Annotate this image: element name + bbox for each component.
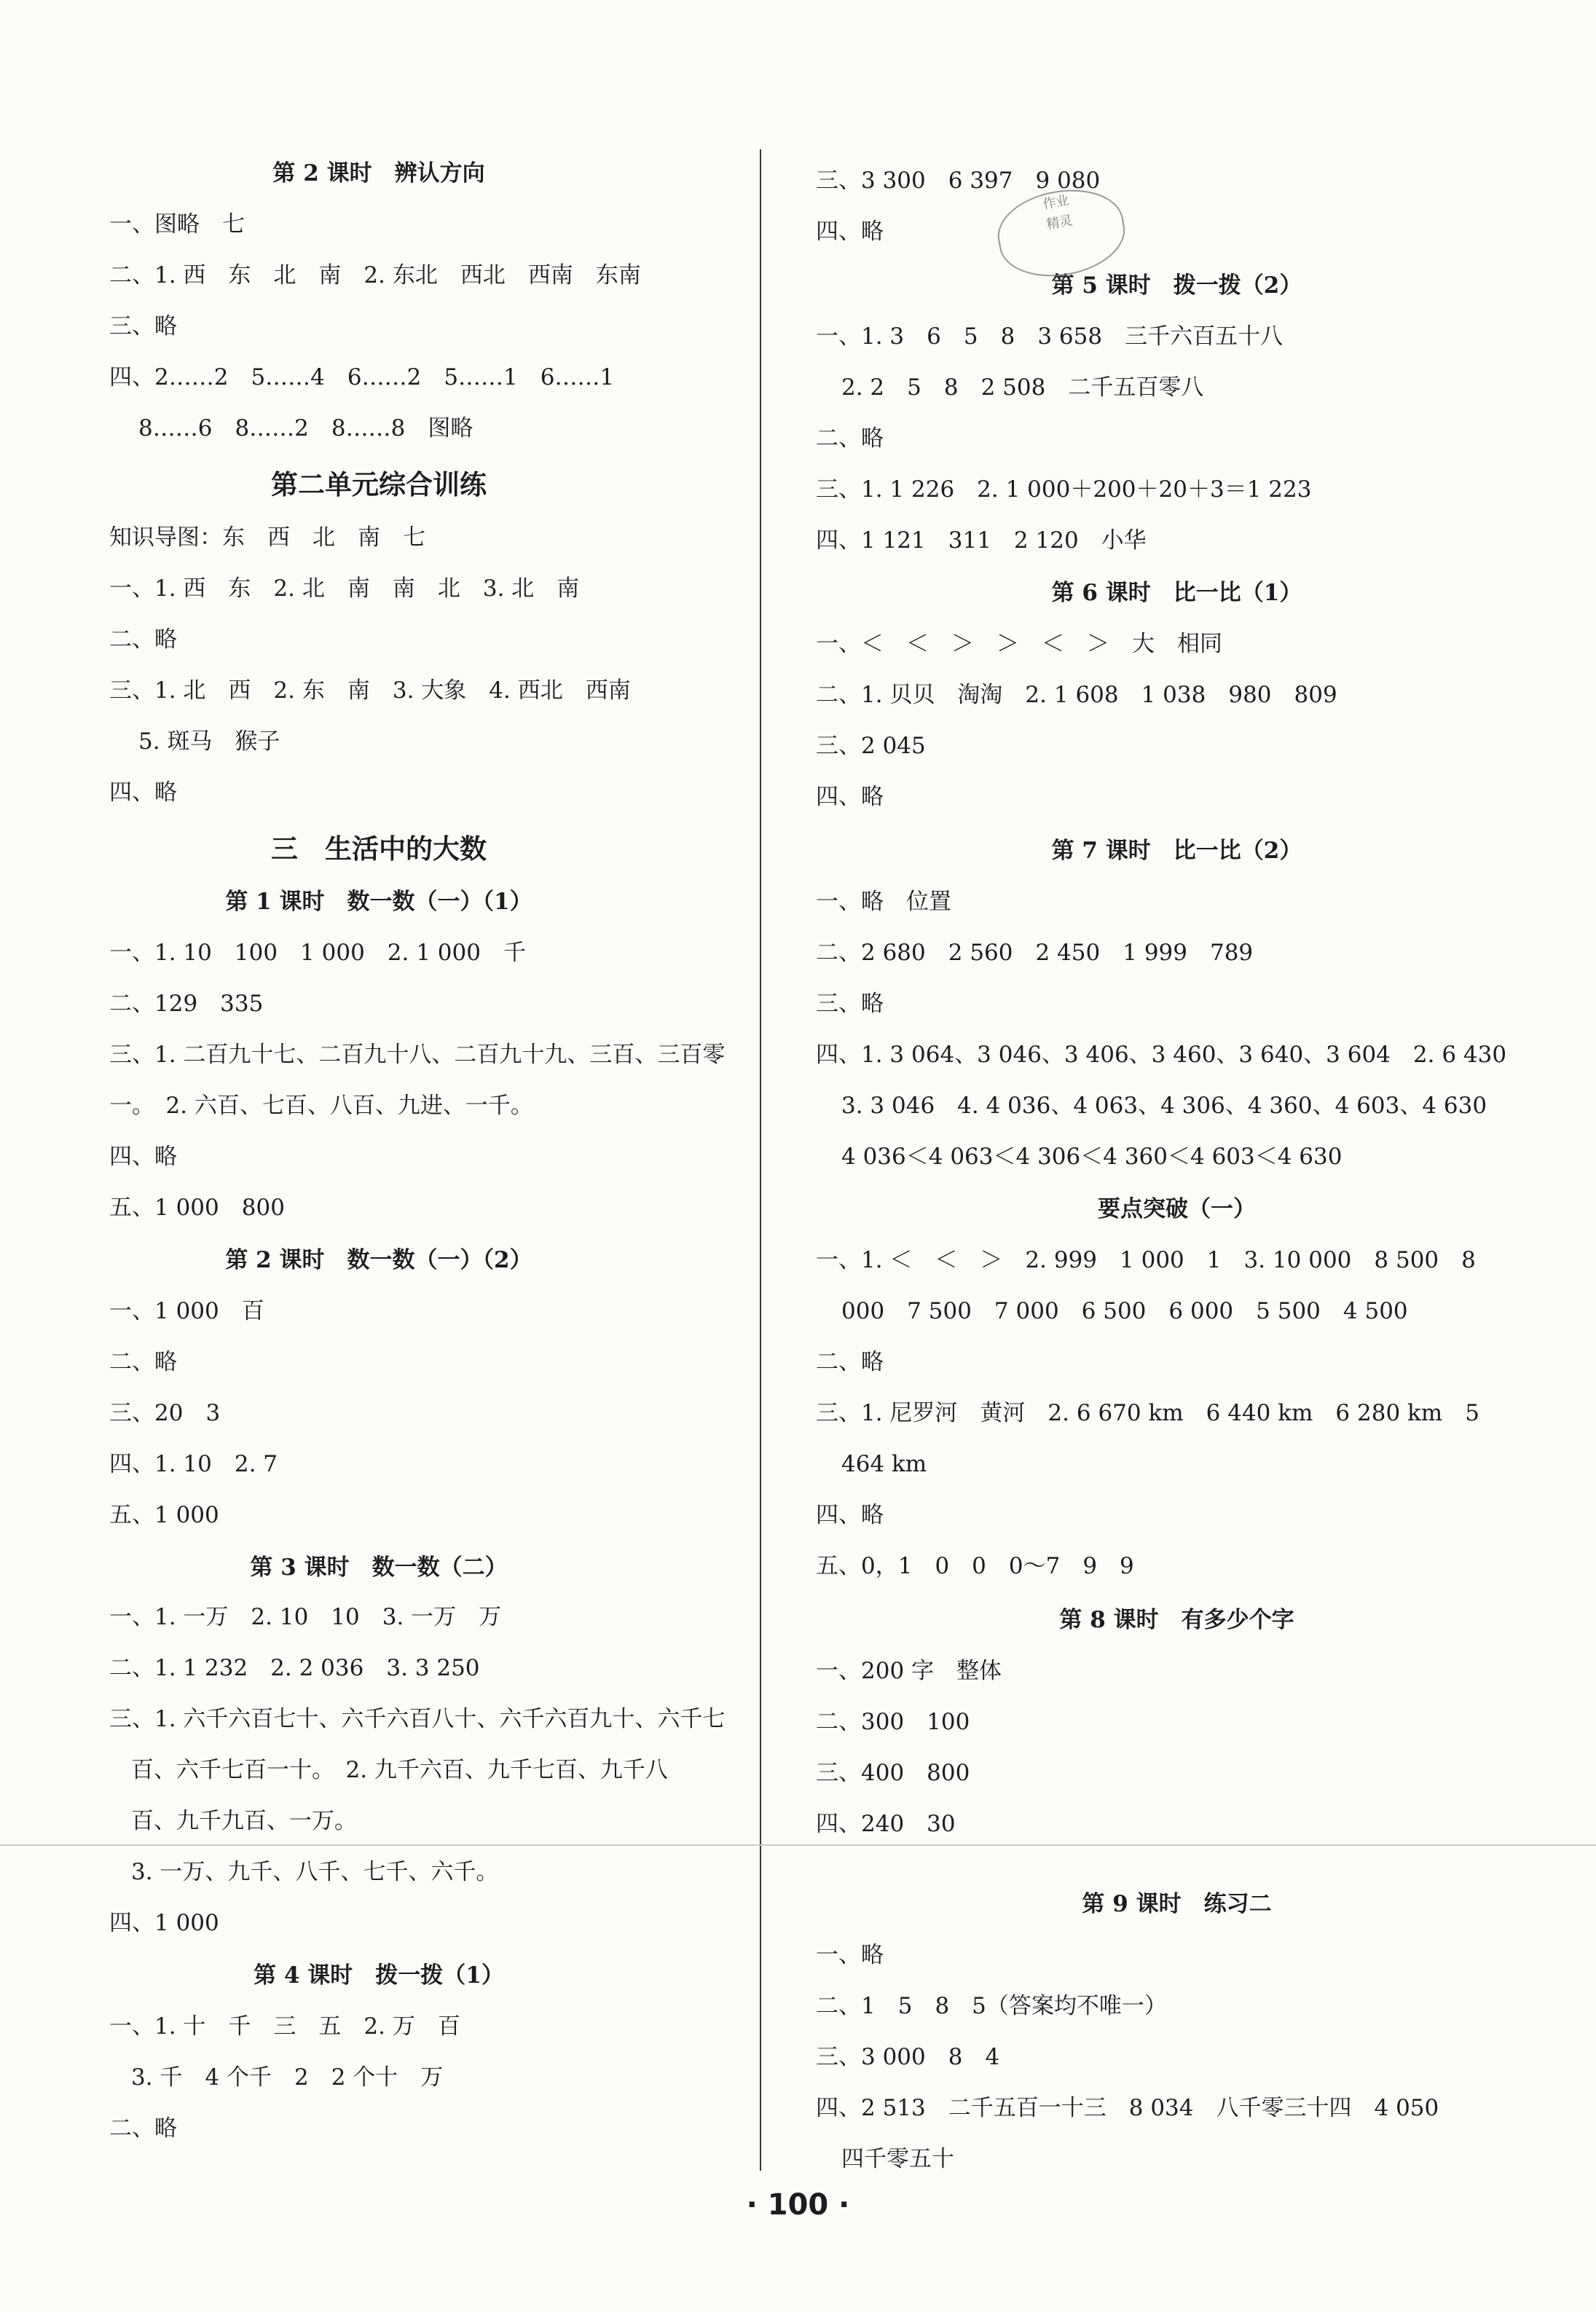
answer-line: 五、1 000 [109, 1502, 219, 1528]
answer-line: 二、略 [109, 2115, 177, 2142]
section-heading: 第 3 课时 数一数（二） [250, 1554, 508, 1581]
answer-line: 3. 一万、九千、八千、七千、六千。 [131, 1859, 499, 1885]
answer-line: 2. 2 5 8 2 508 二千五百零八 [841, 374, 1204, 401]
answer-line: 四、略 [816, 219, 884, 245]
answer-line: 一、1. 3 6 5 8 3 658 三千六百五十八 [816, 323, 1284, 350]
answer-line: 三、略 [816, 991, 884, 1017]
stamp-text-bottom: 精灵 [1045, 213, 1074, 233]
answer-line: 三、1. 1 226 2. 1 000＋200＋20＋3＝1 223 [816, 476, 1312, 503]
section-heading: 第 2 课时 数一数（一）（2） [225, 1247, 532, 1273]
stamp-text-top: 作业 [1042, 192, 1071, 213]
answer-line: 三、20 3 [109, 1400, 221, 1426]
answer-line: 四、1. 10 2. 7 [109, 1451, 278, 1477]
answer-line: 一、1 000 百 [109, 1298, 264, 1324]
answer-line: 一、1. ＜ ＜ ＞ 2. 999 1 000 1 3. 10 000 8 500 8 [816, 1247, 1476, 1273]
answer-line: 五、1 000 800 [109, 1195, 285, 1221]
section-heading: 第二单元综合训练 [271, 468, 487, 500]
answer-line: 二、2 680 2 560 2 450 1 999 789 [816, 940, 1254, 966]
section-heading: 第 1 课时 数一数（一）（1） [225, 889, 532, 915]
answer-line: 一、1. 一万 2. 10 10 3. 一万 万 [109, 1604, 502, 1630]
answer-line: 464 km [841, 1451, 927, 1477]
answer-line: 一。 2. 六百、七百、八百、九进、一千。 [109, 1093, 533, 1119]
answer-line: 百、九千九百、一万。 [131, 1808, 357, 1834]
answer-line: 四、略 [816, 784, 884, 810]
section-heading: 第 2 课时 辨认方向 [272, 160, 485, 186]
answer-line: 一、1. 10 100 1 000 2. 1 000 千 [109, 940, 526, 966]
answer-line: 二、略 [816, 1349, 884, 1375]
answer-line: 二、129 335 [109, 991, 264, 1017]
watermark-stamp [991, 181, 1131, 286]
answer-line: 三、略 [109, 313, 177, 339]
answer-line: 二、略 [816, 425, 884, 452]
answer-line: 二、1. 贝贝 淘淘 2. 1 608 1 038 980 809 [816, 682, 1337, 708]
answer-line: 一、1. 十 千 三 五 2. 万 百 [109, 2013, 460, 2040]
section-heading: 三 生活中的大数 [271, 833, 487, 865]
answer-line: 三、400 800 [816, 1760, 970, 1786]
answer-line: 一、1. 西 东 2. 北 南 南 北 3. 北 南 [109, 575, 580, 602]
answer-line: 二、略 [109, 1349, 177, 1375]
page-number: · 100 · [746, 2188, 850, 2222]
answer-line: 二、1 5 8 5（答案均不唯一） [816, 1993, 1167, 2019]
answer-line: 四、1. 3 064、3 046、3 406、3 460、3 640、3 604 2. 6 430 [816, 1042, 1507, 1068]
answer-line: 四、240 30 [816, 1811, 956, 1837]
answer-line: 四、2……2 5……4 6……2 5……1 6……1 [109, 364, 615, 390]
answer-line: 四、1 121 311 2 120 小华 [816, 527, 1147, 554]
section-heading: 第 5 课时 拨一拨（2） [1051, 272, 1302, 299]
answer-line: 一、略 位置 [816, 889, 951, 915]
answer-line: 百、六千七百一十。 2. 九千六百、九千七百、九千八 [131, 1757, 668, 1783]
answer-line: 知识导图：东 西 北 南 七 [109, 524, 425, 551]
answer-line: 四、略 [816, 1502, 884, 1528]
answer-line: 三、3 300 6 397 9 080 [816, 168, 1101, 194]
answer-line: 五、0，1 0 0 0～7 9 9 [816, 1553, 1134, 1579]
answer-line: 5. 斑马 猴子 [138, 728, 280, 755]
answer-line: 二、300 100 [816, 1709, 970, 1735]
answer-line: 二、1. 1 232 2. 2 036 3. 3 250 [109, 1655, 480, 1681]
section-heading: 要点突破（一） [1098, 1196, 1256, 1222]
answer-line: 3. 3 046 4. 4 036、4 063、4 306、4 360、4 603、4 630 [841, 1093, 1487, 1119]
answer-line: 三、1. 二百九十七、二百九十八、二百九十九、三百、三百零 [109, 1042, 726, 1068]
answer-line: 三、2 045 [816, 733, 926, 759]
answer-line: 4 036＜4 063＜4 306＜4 360＜4 603＜4 630 [841, 1144, 1343, 1170]
section-heading: 第 9 课时 练习二 [1082, 1891, 1272, 1917]
answer-line: 四、1 000 [109, 1910, 219, 1936]
answer-line: 三、1. 北 西 2. 东 南 3. 大象 4. 西北 西南 [109, 677, 631, 704]
answer-line: 四、2 513 二千五百一十三 8 034 八千零三十四 4 050 [816, 2095, 1439, 2121]
section-heading: 第 7 课时 比一比（2） [1051, 838, 1302, 864]
section-heading: 第 4 课时 拨一拨（1） [253, 1962, 504, 1989]
answer-line: 二、1. 西 东 北 南 2. 东北 西北 西南 东南 [109, 262, 641, 288]
answer-line: 三、1. 六千六百七十、六千六百八十、六千六百九十、六千七 [109, 1706, 726, 1732]
answer-line: 一、图略 七 [109, 211, 245, 237]
answer-line: 四千零五十 [841, 2146, 954, 2172]
section-heading: 第 6 课时 比一比（1） [1051, 580, 1302, 606]
answer-line: 3. 千 4 个千 2 2 个十 万 [131, 2064, 444, 2091]
answer-line: 8……6 8……2 8……8 图略 [138, 415, 473, 441]
answer-line: 000 7 500 7 000 6 500 6 000 5 500 4 500 [841, 1298, 1408, 1324]
answer-line: 一、200 字 整体 [816, 1658, 1002, 1684]
answer-line: 一、略 [816, 1942, 884, 1968]
answer-line: 四、略 [109, 1144, 177, 1170]
section-heading: 第 8 课时 有多少个字 [1059, 1607, 1294, 1633]
answer-line: 一、＜ ＜ ＞ ＞ ＜ ＞ 大 相同 [816, 631, 1222, 657]
answer-line: 二、略 [109, 626, 177, 653]
answer-line: 三、3 000 8 4 [816, 2044, 1000, 2070]
answer-line: 四、略 [109, 779, 177, 806]
page-fold-line [0, 1844, 1596, 1846]
answer-line: 三、1. 尼罗河 黄河 2. 6 670 km 6 440 km 6 280 km 5 [816, 1400, 1479, 1426]
column-divider [760, 149, 761, 2171]
